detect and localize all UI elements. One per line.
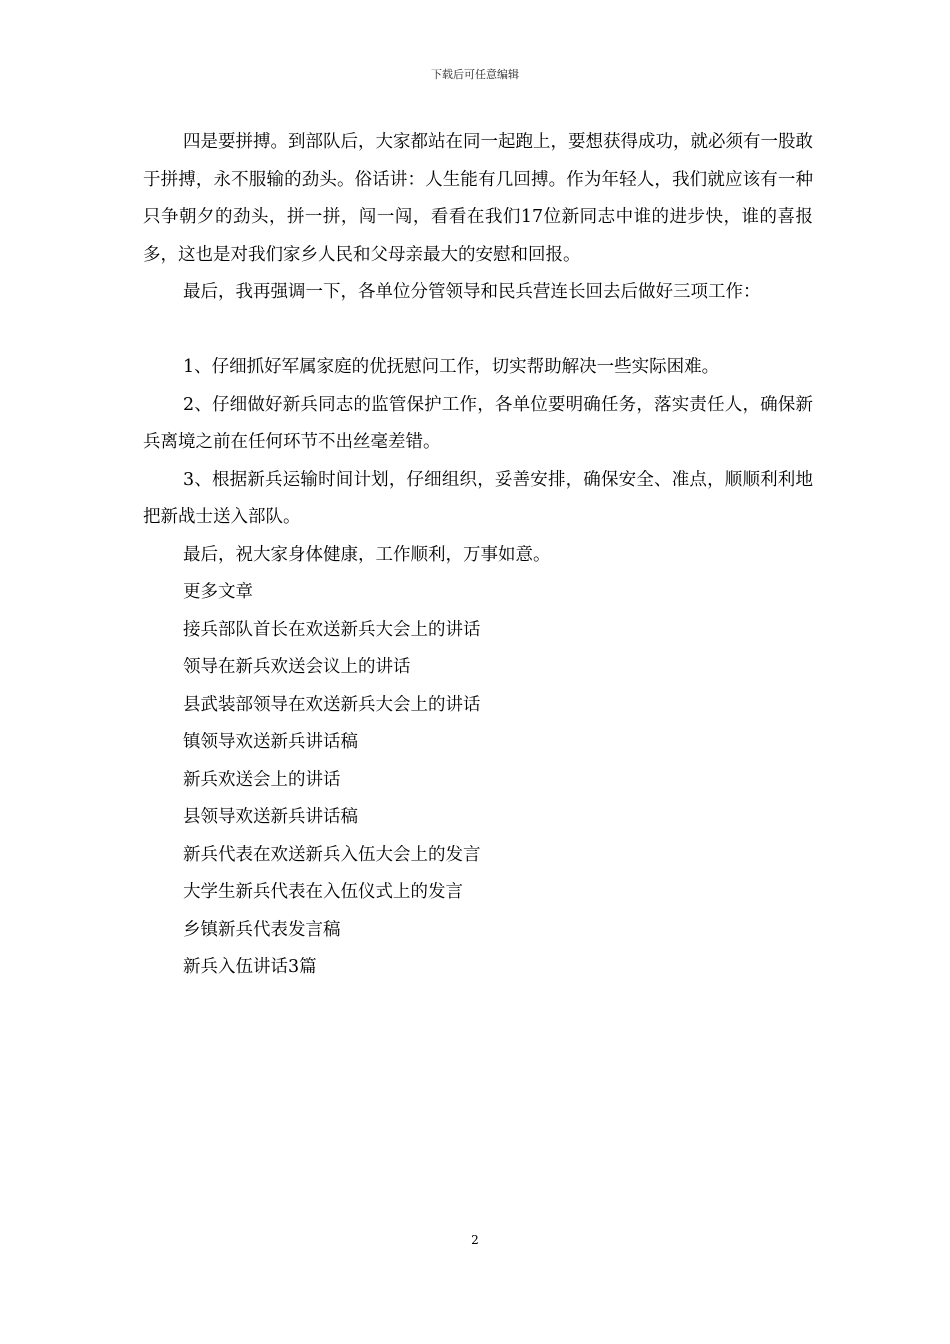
- more-articles-list: [143, 612, 813, 987]
- article-link[interactable]: 大学生新兵代表在入伍仪式上的发言: [183, 882, 463, 902]
- more-articles-title: 更多文章: [183, 582, 253, 602]
- blank-line: [143, 312, 813, 350]
- list-item: [143, 874, 813, 912]
- list-item: [143, 724, 813, 762]
- list-item: [143, 799, 813, 837]
- paragraph-striving: 四是要拼搏。到部队后，大家都站在同一起跑上，要想获得成功，就必须有一股敢于拼搏，永不服输的劲头。俗话讲：人生能有几回搏。作为年轻人，我们就应该有一种只争朝夕的劲头，拼一拼，闯一闯，看看在我们17位新同志中谁的进步快，谁的喜报多，这也是对我们家乡人民和父母亲最大的安慰和回报。: [143, 132, 813, 265]
- list-item: [143, 687, 813, 725]
- list-item: [143, 912, 813, 950]
- article-link[interactable]: 镇领导欢送新兵讲话稿: [183, 732, 358, 752]
- closing-wishes: 最后，祝大家身体健康，工作顺利，万事如意。: [183, 544, 551, 565]
- article-link[interactable]: 新兵欢送会上的讲话: [183, 769, 341, 790]
- article-link[interactable]: 领导在新兵欢送会议上的讲话: [183, 657, 411, 677]
- article-link[interactable]: 新兵入伍讲话3篇: [183, 957, 317, 977]
- article-link[interactable]: 新兵代表在欢送新兵入伍大会上的发言: [183, 844, 481, 865]
- article-link[interactable]: 接兵部队首长在欢送新兵大会上的讲话: [183, 619, 481, 640]
- list-item: [143, 949, 813, 987]
- paragraph-final-emphasis: 最后，我再强调一下，各单位分管领导和民兵营连长回去后做好三项工作：: [183, 282, 761, 302]
- article-link[interactable]: 县领导欢送新兵讲话稿: [183, 807, 358, 827]
- article-link[interactable]: 乡镇新兵代表发言稿: [183, 919, 341, 940]
- task-item-3: 3、根据新兵运输时间计划，仔细组织，妥善安排，确保安全、准点，顺顺利利地把新战士送入部队。: [143, 469, 813, 527]
- task-item-1: 1、仔细抓好军属家庭的优抚慰问工作，切实帮助解决一些实际困难。: [183, 357, 720, 377]
- task-item-2: 2、仔细做好新兵同志的监管保护工作，各单位要明确任务，落实责任人，确保新兵离境之前在任何环节不出丝毫差错。: [143, 394, 813, 452]
- list-item: [143, 612, 813, 650]
- page-number: 2: [471, 1233, 479, 1247]
- list-item: [143, 837, 813, 875]
- article-link[interactable]: 县武装部领导在欢送新兵大会上的讲话: [183, 694, 481, 715]
- page-header-note: 下载后可任意编辑: [431, 68, 519, 81]
- list-item: [143, 762, 813, 800]
- list-item: [143, 649, 813, 687]
- document-body: [143, 124, 813, 987]
